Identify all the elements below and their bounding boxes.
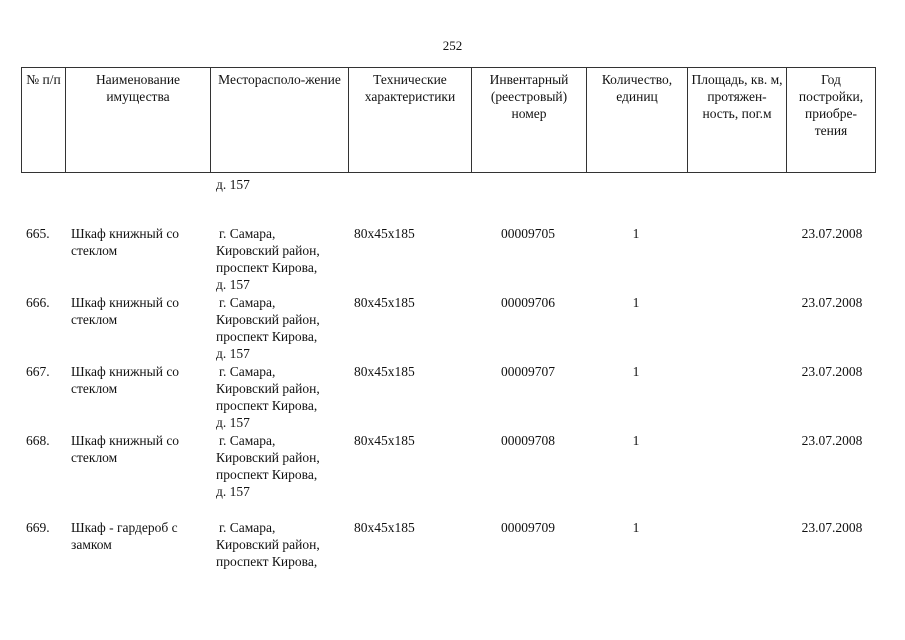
row-location-line: д. 157 [216, 277, 250, 292]
row-quantity: 1 [632, 520, 640, 535]
row-number: 667. [26, 364, 50, 379]
header-location: Месторасполо-жение [211, 68, 349, 173]
row-location-line: проспект Кирова, [216, 260, 318, 275]
header-inventory: Инвентарный (реестровый) номер [472, 68, 587, 173]
row-location [216, 432, 341, 500]
row-number: 665. [26, 226, 50, 241]
row-location-line: Кировский район, [216, 243, 320, 258]
row-name-line: стеклом [71, 312, 118, 327]
row-location [216, 294, 341, 362]
header-num: № п/п [22, 68, 66, 173]
row-location-line: Кировский район, [216, 537, 320, 552]
row-location-line: г. Самара, [219, 364, 276, 379]
row-location-line: г. Самара, [219, 226, 276, 241]
row-location-line: г. Самара, [219, 295, 276, 310]
page-number: 252 [442, 38, 463, 53]
row-location-line: проспект Кирова, [216, 398, 318, 413]
row-name [71, 363, 199, 397]
header-quantity: Количество, единиц [587, 68, 688, 173]
row-inventory: 00009706 [501, 295, 555, 310]
row-tech: 80x45x185 [354, 520, 415, 535]
row-name [71, 432, 199, 466]
row-tech: 80x45x185 [354, 226, 415, 241]
row-year: 23.07.2008 [801, 433, 863, 448]
header-area: Площадь, кв. м, протяжен-ность, пог.м [688, 68, 787, 173]
row-number: 668. [26, 433, 50, 448]
row-number: 666. [26, 295, 50, 310]
header-name: Наименование имущества [66, 68, 211, 173]
row-inventory: 00009708 [501, 433, 555, 448]
row-name [71, 294, 199, 328]
row-name-line: стеклом [71, 381, 118, 396]
row-year: 23.07.2008 [801, 520, 863, 535]
row-year: 23.07.2008 [801, 226, 863, 241]
row-inventory: 00009709 [501, 520, 555, 535]
row-location-line: проспект Кирова, [216, 554, 318, 569]
row-name-line: Шкаф книжный со [71, 364, 180, 379]
header-year: Год постройки, приобре-тения [787, 68, 876, 173]
table-header [21, 67, 876, 173]
row-inventory: 00009707 [501, 364, 555, 379]
row-quantity: 1 [632, 226, 640, 241]
row-quantity: 1 [632, 433, 640, 448]
row-name-line: Шкаф книжный со [71, 226, 180, 241]
row-name-line: Шкаф книжный со [71, 295, 180, 310]
header-tech: Технические характеристики [349, 68, 472, 173]
row-location-line: Кировский район, [216, 381, 320, 396]
row-tech: 80x45x185 [354, 433, 415, 448]
row-location-line: проспект Кирова, [216, 329, 318, 344]
row-year: 23.07.2008 [801, 295, 863, 310]
row-tech: 80x45x185 [354, 295, 415, 310]
continuation-text: д. 157 [216, 177, 250, 192]
row-quantity: 1 [632, 364, 640, 379]
row-location [216, 225, 341, 293]
row-location-line: Кировский район, [216, 450, 320, 465]
row-inventory: 00009705 [501, 226, 555, 241]
row-location-line: г. Самара, [219, 433, 276, 448]
row-quantity: 1 [632, 295, 640, 310]
row-location [216, 519, 341, 570]
row-location-line: Кировский район, [216, 312, 320, 327]
row-name-line: стеклом [71, 243, 118, 258]
row-location-line: д. 157 [216, 415, 250, 430]
row-tech: 80x45x185 [354, 364, 415, 379]
row-location-line: проспект Кирова, [216, 467, 318, 482]
row-location [216, 363, 341, 431]
row-year: 23.07.2008 [801, 364, 863, 379]
row-name-line: Шкаф книжный со [71, 433, 180, 448]
row-number: 669. [26, 520, 50, 535]
row-location-line: д. 157 [216, 346, 250, 361]
row-name [71, 225, 199, 259]
row-location-line: д. 157 [216, 484, 250, 499]
row-name-line: стеклом [71, 450, 118, 465]
row-location-line: г. Самара, [219, 520, 276, 535]
row-name-line: замком [71, 537, 112, 552]
row-name-line: Шкаф - гардероб с [71, 520, 178, 535]
row-name [71, 519, 199, 553]
